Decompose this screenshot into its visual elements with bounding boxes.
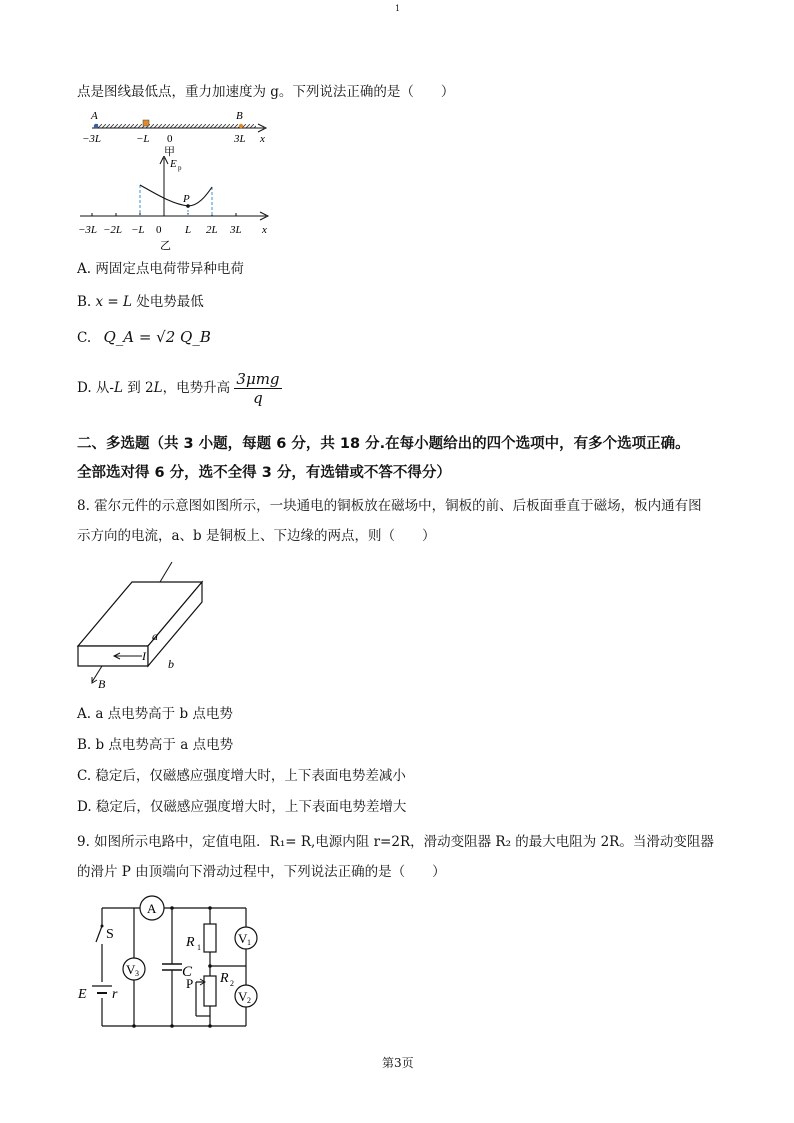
switch-pivot: [101, 925, 104, 928]
label-r1-sub: 1: [197, 943, 201, 952]
hall-element-figure: [72, 560, 222, 692]
option-b-suffix: 处电势最低: [132, 294, 204, 310]
q8-option-c: C. 稳定后，仅磁感应强度增大时，上下表面电势差减小: [77, 768, 406, 784]
q7-stem: 点是图线最低点，重力加速度为 g。下列说法正确的是（ ）: [77, 84, 455, 100]
axis-x-label: x: [262, 224, 267, 236]
charge-a-dot: [94, 124, 98, 128]
q8-stem-line2: 示方向的电流，a、b 是铜板上、下边缘的两点，则（ ）: [77, 528, 436, 544]
junction-dot: [170, 1024, 174, 1028]
tick-negl: −L: [131, 224, 145, 236]
q8-option-d: D. 稳定后，仅磁感应强度增大时，上下表面电势差增大: [77, 799, 407, 815]
label-s: S: [106, 927, 114, 942]
switch-lever: [96, 926, 102, 942]
label-b: B: [236, 110, 243, 122]
label-r: r: [112, 987, 118, 1002]
resistor-r1: [204, 924, 216, 952]
label-r1: R: [186, 935, 195, 950]
label-v3: V: [126, 962, 136, 977]
q8-option-a: A. a 点电势高于 b 点电势: [77, 706, 233, 722]
q8-stem-line1: 8. 霍尔元件的示意图如图所示，一块通电的铜板放在磁场中，铜板的前、后板面垂直于磁场，板内通有图: [77, 498, 702, 514]
option-b-prefix: B.: [77, 294, 96, 310]
label-v2-sub: 2: [247, 996, 251, 1005]
label-b-field: B: [98, 677, 106, 691]
q7-option-a: A. 两固定点电荷带异种电荷: [77, 261, 244, 277]
option-d-l1: L: [114, 380, 123, 396]
label-p: P: [183, 193, 190, 205]
q9-stem-line2: 的滑片 P 由顶端向下滑动过程中，下列说法正确的是（ ）: [77, 864, 446, 880]
ep-curve: [140, 185, 212, 206]
tick-3l: 3L: [234, 133, 246, 145]
junction-dot: [132, 1024, 136, 1028]
tick-l: L: [185, 224, 192, 236]
ep-subscript: p: [178, 164, 182, 172]
label-v3-sub: 3: [135, 969, 139, 978]
tick-2l: 2L: [206, 224, 218, 236]
tick-0: 0: [156, 224, 162, 236]
rheostat-r2: [204, 976, 216, 1006]
option-d-prefix: D. 从-: [77, 380, 114, 396]
hatched-rod: [96, 124, 256, 128]
label-v1: V: [238, 931, 248, 946]
option-d-mid: 到 2: [122, 380, 154, 396]
fraction-numerator: 3μmg: [236, 370, 280, 388]
tick-3l: 3L: [230, 224, 242, 236]
tick-0: 0: [167, 133, 173, 145]
tick-negl: −L: [136, 133, 150, 145]
junction-dot: [208, 964, 212, 968]
page-number: 第3页: [382, 1056, 414, 1070]
label-a: A: [91, 110, 98, 122]
label-r2: R: [220, 971, 229, 986]
junction-dot: [170, 906, 174, 910]
magnetic-field-line-top: [160, 562, 172, 582]
option-d-fraction: [234, 370, 281, 407]
option-d-l2: L: [153, 380, 163, 396]
q8-option-b: B. b 点电势高于 a 点电势: [77, 737, 234, 753]
section2-heading-line1: 二、多选题（共 3 小题，每题 6 分，共 18 分.在每小题给出的四个选项中，有多个选项正确。: [77, 436, 690, 452]
option-b-var: x: [95, 294, 104, 310]
label-r2-sub: 2: [230, 979, 234, 988]
q7-option-c: [77, 327, 211, 348]
junction-dot: [208, 1024, 212, 1028]
label-v1-sub: 1: [247, 938, 251, 947]
option-c-prefix: C.: [77, 330, 96, 346]
ep-label: E: [170, 158, 177, 170]
fig-jia-label: 甲: [164, 146, 175, 158]
tick-neg3l: −3L: [78, 224, 98, 236]
figure-yi: [76, 156, 276, 252]
page-top-mark: 1: [395, 4, 401, 13]
label-e: E: [78, 987, 87, 1002]
fig-yi-label: 乙: [160, 240, 171, 252]
junction-dot: [208, 906, 212, 910]
charge-b-dot: [239, 124, 243, 128]
option-c-formula: Q_A = √2 Q_B: [103, 328, 211, 346]
tick-neg3l: −3L: [82, 133, 102, 145]
label-c: C: [182, 964, 193, 980]
slider-block: [143, 120, 149, 126]
q7-option-d: [77, 366, 282, 410]
option-b-eq: =: [103, 294, 124, 310]
label-v2: V: [238, 989, 248, 1004]
tick-neg2l: −2L: [103, 224, 123, 236]
option-d-suffix: ，电势升高: [162, 380, 231, 396]
q9-stem-line1: 9. 如图所示电路中，定值电阻．R₁= R,电源内阻 r=2R，滑动变阻器 R₂ 的最大电阻为 2R。当滑动变阻器: [77, 834, 714, 850]
section2-heading-line2: 全部选对得 6 分，选不全得 3 分，有选错或不答不得分）: [77, 465, 451, 481]
q7-option-b: [77, 292, 204, 312]
label-p: P: [186, 976, 194, 991]
fraction-denominator: q: [253, 389, 263, 407]
label-a: a: [152, 629, 158, 643]
option-b-val: L: [123, 294, 133, 310]
circuit-diagram: [74, 890, 274, 1040]
label-ammeter: A: [147, 901, 157, 916]
label-i: I: [142, 649, 146, 663]
label-b: b: [168, 657, 174, 671]
axis-x-label: x: [260, 133, 265, 145]
